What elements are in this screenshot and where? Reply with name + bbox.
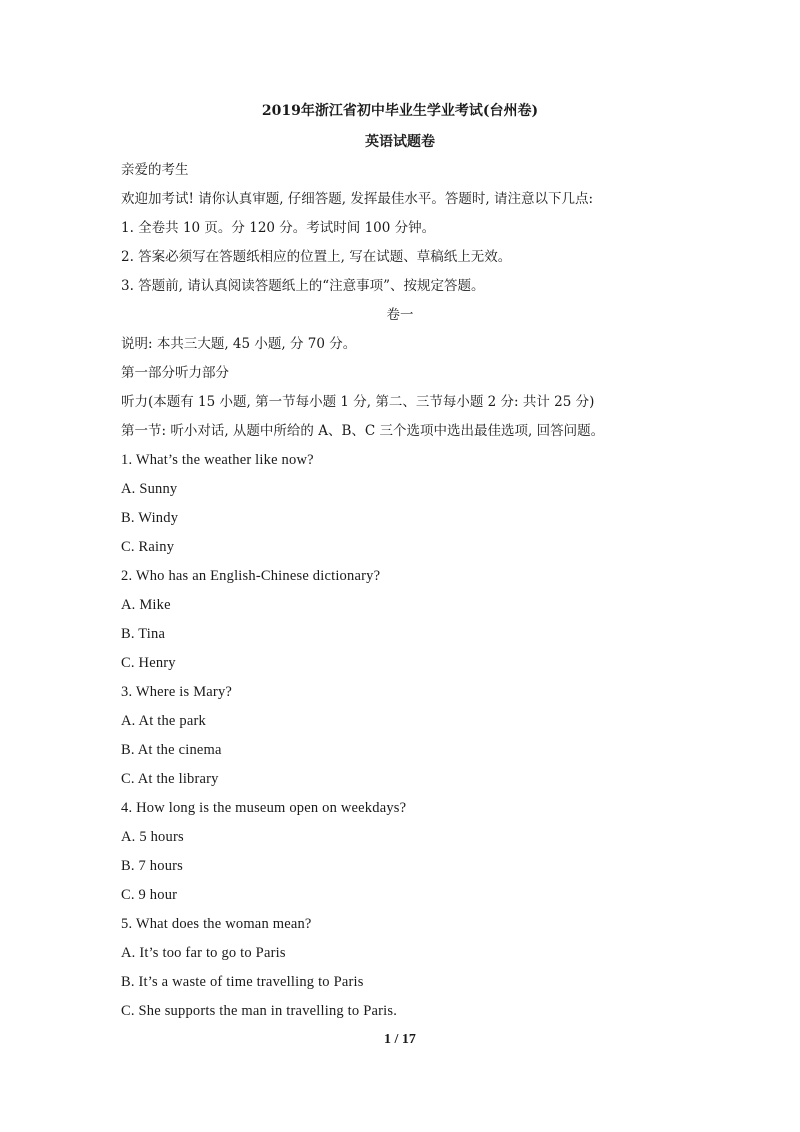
question-3-option-b: B. At the cinema bbox=[121, 742, 222, 758]
question-2-option-a: A. Mike bbox=[121, 597, 171, 613]
instruction-2: 2. 答案必须写在答题纸相应的位置上, 写在试题、草稿纸上无效。 bbox=[121, 249, 512, 265]
question-4-option-b: B. 7 hours bbox=[121, 858, 184, 874]
question-1-option-b: B. Windy bbox=[121, 510, 179, 526]
question-2-option-c: C. Henry bbox=[121, 655, 176, 671]
question-5-option-b: B. It’s a waste of time travelling to Paris bbox=[121, 974, 364, 990]
question-3-option-c: C. At the library bbox=[121, 771, 219, 787]
question-1-option-c: C. Rainy bbox=[121, 539, 175, 555]
document-subtitle: 英语试题卷 bbox=[365, 134, 435, 150]
greeting: 亲爱的考生 bbox=[121, 162, 189, 178]
document-body bbox=[121, 156, 701, 1026]
question-5: 5. What does the woman mean? bbox=[121, 916, 312, 932]
section-heading: 卷一 bbox=[386, 307, 414, 323]
listening-heading: 听力(本题有 15 小题, 第一节每小题 1 分, 第二、三节每小题 2 分: 共计 25 分) bbox=[121, 394, 595, 410]
section-note: 说明: 本共三大题, 45 小题, 分 70 分。 bbox=[121, 336, 357, 352]
subsection-instruction: 第一节: 听小对话, 从题中所给的 A、B、C 三个选项中选出最佳选项, 回答问题。 bbox=[121, 423, 605, 439]
instruction-intro: 欢迎加考试! 请你认真审题, 仔细答题, 发挥最佳水平。答题时, 请注意以下几点: bbox=[121, 191, 594, 207]
document-title: 2019年浙江省初中毕业生学业考试(台州卷) bbox=[261, 103, 539, 119]
question-4: 4. How long is the museum open on weekdays? bbox=[121, 800, 407, 816]
question-5-option-a: A. It’s too far to go to Paris bbox=[121, 945, 286, 961]
question-3-option-a: A. At the park bbox=[121, 713, 206, 729]
question-3: 3. Where is Mary? bbox=[121, 684, 233, 700]
part-heading: 第一部分听力部分 bbox=[121, 365, 229, 381]
question-4-option-c: C. 9 hour bbox=[121, 887, 178, 903]
page-number: 1 / 17 bbox=[384, 1032, 416, 1047]
question-2: 2. Who has an English-Chinese dictionary? bbox=[121, 568, 381, 584]
question-1-option-a: A. Sunny bbox=[121, 481, 178, 497]
question-1: 1. What’s the weather like now? bbox=[121, 452, 314, 468]
question-5-option-c: C. She supports the man in travelling to Paris. bbox=[121, 1003, 398, 1019]
instruction-3: 3. 答题前, 请认真阅读答题纸上的“注意事项”、按规定答题。 bbox=[121, 278, 485, 294]
question-4-option-a: A. 5 hours bbox=[121, 829, 184, 845]
question-2-option-b: B. Tina bbox=[121, 626, 166, 642]
instruction-1: 1. 全卷共 10 页。分 120 分。考试时间 100 分钟。 bbox=[121, 220, 436, 236]
